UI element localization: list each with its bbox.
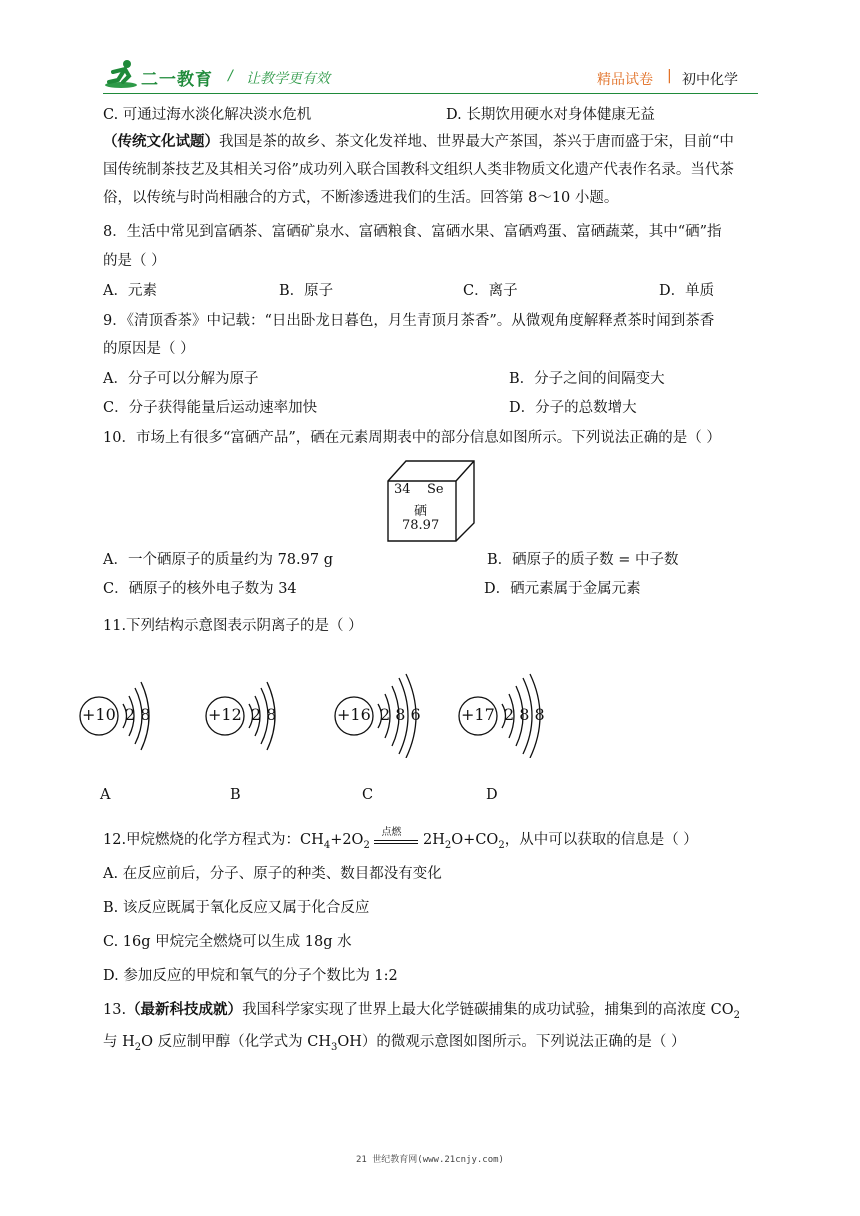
q10-option-c: C．硒原子的核外电子数为 34 [103,581,297,597]
q10-stem: 10．市场上有很多“富硒产品”，硒在元素周期表中的部分信息如图所示。下列说法正确的是（ ） [103,430,721,446]
atom-b-shells: 2 8 [251,705,277,724]
atom-label-c: C [362,787,374,803]
q13-stem-2: 与 $H_2O$ 反应制甲醇（化学式为 $CH_3OH$）的微观示意图如图所示。下列说法正确的是（ ） [103,1034,686,1053]
passage-line-2: 国传统制茶技艺及其相关习俗”成功列入联合国教科文组织人类非物质文化遗产代表作名录。当代茶 [103,162,734,178]
q9-stem-1: 9．《清顶香茶》中记载：“日出卧龙日暮色，月生青顶月茶香”。从微观角度解释煮茶时闻到茶香 [103,313,715,329]
slogan-separator: / [228,68,233,84]
atom-c-nucleus: +16 [337,705,371,724]
logo-text: 二一教育 [141,70,213,90]
q10-option-a: A．一个硒原子的质量约为 78.97 g [103,552,333,568]
q9-option-b: B．分子之间的间隔变大 [509,371,665,387]
passage-line-1: （传统文化试题）我国是茶的故乡、茶文化发祥地、世界最大产茶国，茶兴于唐而盛于宋，目前“中 [103,133,734,150]
q13-tag: （最新科技成就） [126,1001,243,1018]
page-footer: 21 世纪教育网(www.21cnjy.com) [356,1155,504,1165]
header-divider [103,93,758,94]
atom-label-b: B [230,787,241,803]
reaction-condition: 点燃 [374,832,418,848]
cell-symbol: Se [427,482,444,497]
atom-diagram-d [456,672,566,758]
header-right-label: 精品试卷 [597,72,653,88]
q9-option-d: D．分子的总数增大 [509,400,637,416]
q13-stem-1: 13.（最新科技成就）我国科学家实现了世界上最大化学链碳捕集的成功试验，捕集到的高浓度 $CO_2$ [103,1001,741,1021]
q12-stem: 12.甲烷燃烧的化学方程式为：$CH_4+2O_2$ 点燃 $2H_2O+CO_2$，从中可以获取的信息是（ ） [103,827,698,851]
atom-a-nucleus: +10 [82,705,116,724]
passage-tag: （传统文化试题） [103,133,219,150]
cell-name: 硒 [414,504,428,519]
q8-option-d: D．单质 [659,283,715,299]
q8-option-a: A．元素 [103,283,157,299]
atom-d-nucleus: +17 [461,705,495,724]
q7-option-d: D. 长期饮用硬水对身体健康无益 [446,107,655,123]
q10-option-b: B．硒原子的质子数 = 中子数 [487,552,679,568]
q12-option-b: B. 该反应既属于氧化反应又属于化合反应 [103,900,370,916]
q10-option-d: D．硒元素属于金属元素 [484,581,641,597]
periodic-cell-figure [386,459,476,543]
atom-diagram-c [332,672,442,758]
q8-option-b: B．原子 [279,283,334,299]
atom-diagram-a [77,678,187,756]
atom-a-shells: 2 8 [125,705,151,724]
q12-option-a: A. 在反应前后，分子、原子的种类、数目都没有变化 [103,866,442,882]
q9-stem-2: 的原因是（ ） [103,341,195,357]
passage-line-3: 俗，以传统与时尚相融合的方式，不断渗透进我们的生活。回答第 8～10 小题。 [103,190,619,206]
q12-option-c: C. 16g 甲烷完全燃烧可以生成 18g 水 [103,934,352,950]
q9-option-c: C．分子获得能量后运动速率加快 [103,400,318,416]
q7-option-c: C. 可通过海水淡化解决淡水危机 [103,107,312,123]
header-subject: 初中化学 [682,72,738,88]
cell-atomic-number: 34 [394,482,411,497]
atom-label-a: A [100,787,111,803]
slogan: 让教学更有效 [246,71,330,87]
q9-option-a: A．分子可以分解为原子 [103,371,259,387]
q12-option-d: D. 参加反应的甲烷和氧气的分子个数比为 1:2 [103,968,398,984]
runner-logo-icon [103,58,139,90]
atom-d-shells: 2 8 8 [504,705,545,724]
cell-atomic-mass: 78.97 [402,518,440,533]
q8-stem-2: 的是（ ） [103,253,166,269]
header-right-separator: | [667,68,672,84]
atom-diagram-b [203,678,313,756]
q11-stem: 11.下列结构示意图表示阴离子的是（ ） [103,618,363,634]
q8-stem-1: 8．生活中常见到富硒茶、富硒矿泉水、富硒粮食、富硒水果、富硒鸡蛋、富硒蔬菜，其中“硒”指 [103,224,722,240]
atom-b-nucleus: +12 [208,705,242,724]
atom-label-d: D [486,787,498,803]
atom-c-shells: 2 8 6 [380,705,421,724]
q8-option-c: C．离子 [463,283,518,299]
